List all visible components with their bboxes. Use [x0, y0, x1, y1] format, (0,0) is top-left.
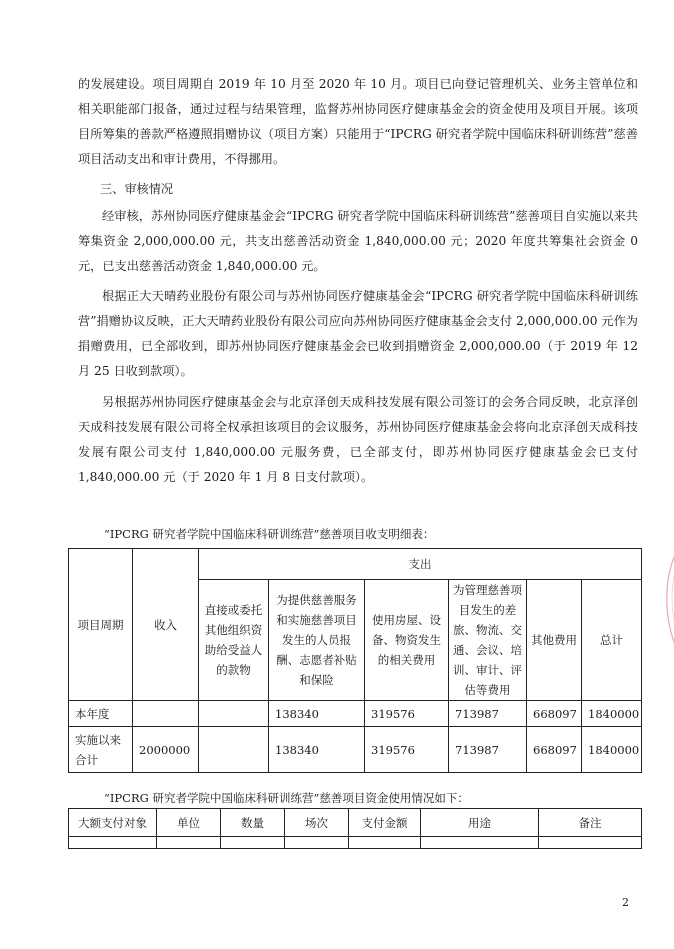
header-management: 为管理慈善项目发生的差旅、物流、交通、会议、培训、审计、评估等费用 — [449, 580, 527, 701]
header-sessions: 场次 — [285, 809, 349, 837]
header-income: 收入 — [133, 549, 199, 701]
table-row — [69, 701, 642, 727]
empty-cell — [285, 837, 349, 849]
cell-facilities: 319576 — [365, 701, 449, 727]
header-total: 总计 — [582, 580, 642, 701]
empty-cell — [539, 837, 642, 849]
table2-caption: “IPCRG 研究者学院中国临床科研训练营”慈善项目资金使用情况如下： — [104, 791, 469, 805]
seal-stamp — [646, 536, 674, 666]
fund-usage-table — [68, 808, 642, 849]
cell-income: 2000000 — [133, 727, 199, 773]
table-row — [69, 727, 642, 773]
cell-facilities: 319576 — [365, 727, 449, 773]
audit-paragraph-3: 另根据苏州协同医疗健康基金会与北京泽创天成科技发展有限公司签订的会务合同反映，北京泽创天成科技发展有限公司将全权承担该项目的会议服务，苏州协同医疗健康基金会将向北京泽创天成科技发展有限公司支付 1,840,000.00 元服务费，已全部支付，即苏州协同医疗健康基金会已支付 1,840,000.00 元（于 2020 年 1 月 8 日支付款项）。 — [78, 395, 638, 484]
page-number: 2 — [622, 896, 629, 909]
cell-income — [133, 701, 199, 727]
header-remarks: 备注 — [539, 809, 642, 837]
empty-cell — [349, 837, 421, 849]
audit-paragraph-2: 根据正大天晴药业股份有限公司与苏州协同医疗健康基金会“IPCRG 研究者学院中国临床科研训练营”捐赠协议反映，正大天晴药业股份有限公司应向苏州协同医疗健康基金会支付 2,000,000.00 元作为捐赠费用，已全部收到，即苏州协同医疗健康基金会已收到捐赠资金 2,000,000.00（于 2019 年 12 月 25 日收到款项）。 — [78, 289, 638, 378]
empty-cell — [69, 837, 157, 849]
audit-paragraph-1: 经审核，苏州协同医疗健康基金会“IPCRG 研究者学院中国临床科研训练营”慈善项目自实施以来共筹集资金 2,000,000.00 元，共支出慈善活动资金 1,840,000.00 元；2020 年度共筹集社会资金 0 元，已支出慈善活动资金 1,840,000.00 元。 — [78, 209, 638, 273]
section-heading: 三、审核情况 — [100, 182, 174, 196]
header-expense: 支出 — [199, 549, 642, 580]
cell-management: 713987 — [449, 701, 527, 727]
cell-personnel: 138340 — [269, 701, 365, 727]
cell-personnel: 138340 — [269, 727, 365, 773]
header-period: 项目周期 — [69, 549, 133, 701]
income-expense-table — [68, 548, 642, 773]
empty-cell — [221, 837, 285, 849]
cell-total: 1840000 — [582, 727, 642, 773]
row-label: 本年度 — [69, 701, 133, 727]
cell-direct — [199, 727, 269, 773]
header-unit: 单位 — [157, 809, 221, 837]
cell-other: 668097 — [527, 701, 582, 727]
cell-other: 668097 — [527, 727, 582, 773]
row-label: 实施以来合计 — [69, 727, 133, 773]
cell-direct — [199, 701, 269, 727]
header-other: 其他费用 — [527, 580, 582, 701]
intro-paragraph: 的发展建设。项目周期自 2019 年 10 月至 2020 年 10 月。项目已向登记管理机关、业务主管单位和相关职能部门报备，通过过程与结果管理，监督苏州协同医疗健康基金会的资金使用及项目开展。该项目所筹集的善款严格遵照捐赠协议（项目方案）只能用于“IPCRG 研究者学院中国临床科研训练营”慈善项目活动支出和审计费用，不得挪用。 — [78, 77, 638, 166]
cell-total: 1840000 — [582, 701, 642, 727]
empty-cell — [157, 837, 221, 849]
cell-management: 713987 — [449, 727, 527, 773]
header-personnel: 为提供慈善服务和实施慈善项目发生的人员报酬、志愿者补贴和保险 — [269, 580, 365, 701]
header-direct-aid: 直接或委托其他组织资助给受益人的款物 — [199, 580, 269, 701]
empty-cell — [421, 837, 539, 849]
header-amount: 支付金额 — [349, 809, 421, 837]
header-payee: 大额支付对象 — [69, 809, 157, 837]
header-quantity: 数量 — [221, 809, 285, 837]
header-purpose: 用途 — [421, 809, 539, 837]
header-facilities: 使用房屋、设备、物资发生的相关费用 — [365, 580, 449, 701]
table1-caption: “IPCRG 研究者学院中国临床科研训练营”慈善项目收支明细表： — [104, 527, 435, 541]
